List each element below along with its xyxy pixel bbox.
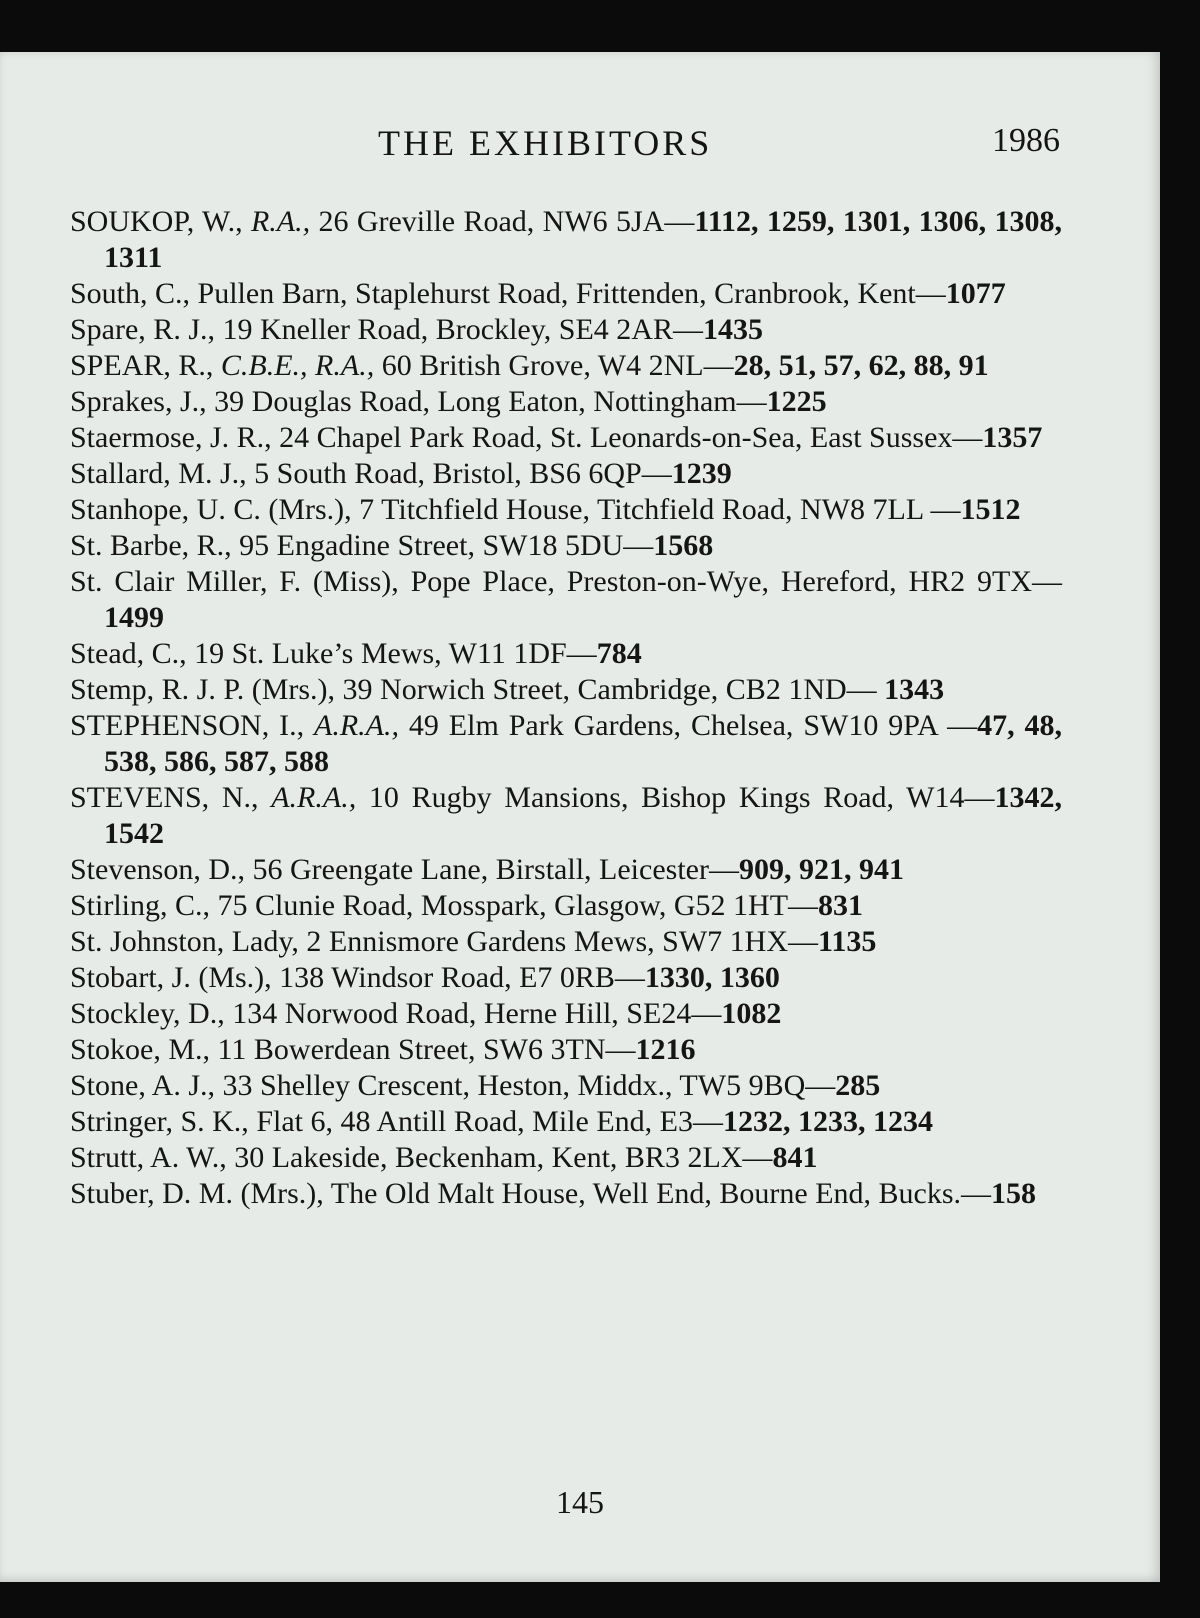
catalogue-numbers: 1499 bbox=[104, 601, 164, 634]
exhibitor-entry bbox=[70, 456, 1062, 492]
exhibitor-name: Stirling, C., bbox=[70, 889, 218, 922]
catalogue-numbers: 1225 bbox=[766, 385, 827, 418]
exhibitor-address: 10 Rugby Mansions, Bishop Kings Road, W14— bbox=[356, 781, 995, 814]
exhibitor-name: Stanhope, U. C. (Mrs.), bbox=[70, 493, 360, 526]
exhibitor-entry bbox=[70, 312, 1062, 348]
exhibitor-address: 49 Elm Park Gardens, Chelsea, SW10 9PA — bbox=[398, 709, 978, 742]
exhibitor-address: Pullen Barn, Staplehurst Road, Frittenden, Cranbrook, Kent— bbox=[197, 277, 946, 310]
exhibitor-address: 24 Chapel Park Road, St. Leonards-on-Sea, East Sussex— bbox=[279, 421, 983, 454]
exhibitor-entry bbox=[70, 636, 1062, 672]
exhibitor-entry bbox=[70, 924, 1062, 960]
exhibitor-address: 39 Douglas Road, Long Eaton, Nottingham— bbox=[214, 385, 767, 418]
exhibitor-entry bbox=[70, 672, 1062, 708]
catalogue-numbers: 831 bbox=[818, 889, 864, 922]
running-header bbox=[0, 122, 1160, 162]
exhibitor-address: 60 British Grove, W4 2NL— bbox=[374, 349, 734, 382]
exhibitor-address: 75 Clunie Road, Mosspark, Glasgow, G52 1HT— bbox=[217, 889, 819, 922]
exhibitor-name: Stockley, D., bbox=[70, 997, 233, 1030]
catalogue-numbers: 1082 bbox=[721, 997, 782, 1030]
exhibitor-name: Stead, C., bbox=[70, 637, 195, 670]
catalogue-numbers: 1112, 1259, 1301, 1306, 1308, 1311 bbox=[104, 205, 1062, 274]
exhibitor-address: 56 Greengate Lane, Birstall, Leicester— bbox=[252, 853, 739, 886]
exhibitor-address: The Old Malt House, Well End, Bourne End, Bucks.— bbox=[330, 1177, 992, 1210]
exhibitor-entry bbox=[70, 1104, 1062, 1140]
exhibitor-entry bbox=[70, 996, 1062, 1032]
exhibitor-address: 26 Greville Road, NW6 5JA— bbox=[310, 205, 695, 238]
catalogue-numbers: 1239 bbox=[671, 457, 732, 490]
exhibitor-name: Stone, A. J., bbox=[70, 1069, 223, 1102]
exhibitor-name: STEVENS, N., bbox=[70, 781, 272, 814]
exhibitor-entry bbox=[70, 780, 1062, 852]
exhibitor-name: Stringer, S. K., bbox=[70, 1105, 257, 1138]
page-title: THE EXHIBITORS bbox=[378, 123, 713, 163]
catalogue-numbers: 1435 bbox=[702, 313, 763, 346]
exhibitor-entry bbox=[70, 852, 1062, 888]
exhibitor-honours: C.B.E., R.A., bbox=[220, 349, 375, 382]
exhibitor-name: Stobart, J. (Ms.), bbox=[70, 961, 280, 994]
catalogue-numbers: 1342, 1542 bbox=[104, 781, 1062, 850]
catalogue-page bbox=[0, 52, 1160, 1582]
exhibitor-address: 19 St. Luke’s Mews, W11 1DF— bbox=[194, 637, 597, 670]
exhibitor-entry bbox=[70, 708, 1062, 780]
exhibitor-entry bbox=[70, 960, 1062, 996]
catalogue-numbers: 1135 bbox=[818, 925, 877, 958]
catalogue-numbers: 28, 51, 57, 62, 88, 91 bbox=[733, 349, 989, 382]
exhibitor-name: Stemp, R. J. P. (Mrs.), bbox=[70, 673, 343, 706]
exhibitor-address: 138 Windsor Road, E7 0RB— bbox=[279, 961, 645, 994]
exhibitor-address: 39 Norwich Street, Cambridge, CB2 1ND— bbox=[342, 673, 885, 706]
exhibitor-list bbox=[70, 204, 1062, 1212]
exhibitor-name: Stevenson, D., bbox=[70, 853, 253, 886]
exhibitor-address: 2 Ennismore Gardens Mews, SW7 1HX— bbox=[306, 925, 819, 958]
exhibitor-entry bbox=[70, 1068, 1062, 1104]
exhibitor-entry bbox=[70, 492, 1062, 528]
exhibitor-address: 11 Bowerdean Street, SW6 3TN— bbox=[217, 1033, 636, 1066]
exhibitor-name: Sprakes, J., bbox=[70, 385, 215, 418]
exhibitor-name: Staermose, J. R., bbox=[70, 421, 280, 454]
catalogue-numbers: 1568 bbox=[653, 529, 714, 562]
exhibitor-address: 30 Lakeside, Beckenham, Kent, BR3 2LX— bbox=[234, 1141, 773, 1174]
exhibitor-address: 5 South Road, Bristol, BS6 6QP— bbox=[254, 457, 672, 490]
exhibitor-address: 19 Kneller Road, Brockley, SE4 2AR— bbox=[222, 313, 703, 346]
exhibitor-address: Flat 6, 48 Antill Road, Mile End, E3— bbox=[256, 1105, 723, 1138]
catalogue-numbers: 285 bbox=[835, 1069, 881, 1102]
exhibitor-entry bbox=[70, 888, 1062, 924]
exhibitor-name: Stallard, M. J., bbox=[70, 457, 255, 490]
catalogue-numbers: 1216 bbox=[635, 1033, 696, 1066]
page-number: 145 bbox=[556, 1484, 604, 1520]
exhibitor-entry bbox=[70, 348, 1062, 384]
exhibitor-name: Stuber, D. M. (Mrs.), bbox=[70, 1177, 331, 1210]
catalogue-numbers: 47, 48, 538, 586, 587, 588 bbox=[104, 709, 1062, 778]
exhibitor-name: St. Clair Miller, F. (Miss), bbox=[70, 565, 411, 598]
exhibitor-name: South, C., bbox=[70, 277, 198, 310]
catalogue-numbers: 909, 921, 941 bbox=[738, 853, 904, 886]
exhibitor-entry bbox=[70, 528, 1062, 564]
catalogue-numbers: 1512 bbox=[960, 493, 1021, 526]
exhibitor-address: 33 Shelley Crescent, Heston, Middx., TW5 9BQ— bbox=[222, 1069, 836, 1102]
catalogue-numbers: 1343 bbox=[884, 673, 945, 706]
exhibitor-name: SOUKOP, W., bbox=[70, 205, 251, 238]
exhibitor-name: STEPHENSON, I., bbox=[70, 709, 314, 742]
exhibitor-name: SPEAR, R., bbox=[70, 349, 221, 382]
year-label: 1986 bbox=[992, 122, 1060, 159]
catalogue-numbers: 841 bbox=[772, 1141, 818, 1174]
catalogue-numbers: 1357 bbox=[982, 421, 1043, 454]
exhibitor-entry bbox=[70, 1176, 1062, 1212]
exhibitor-name: Spare, R. J., bbox=[70, 313, 223, 346]
exhibitor-entry bbox=[70, 204, 1062, 276]
exhibitor-address: Pope Place, Preston-on-Wye, Hereford, HR2 9TX— bbox=[410, 565, 1062, 598]
catalogue-numbers: 784 bbox=[596, 637, 642, 670]
exhibitor-entry bbox=[70, 1032, 1062, 1068]
exhibitor-entry bbox=[70, 420, 1062, 456]
exhibitor-name: St. Johnston, Lady, bbox=[70, 925, 307, 958]
exhibitor-address: 134 Norwood Road, Herne Hill, SE24— bbox=[232, 997, 722, 1030]
catalogue-numbers: 1330, 1360 bbox=[644, 961, 780, 994]
exhibitor-honours: A.R.A., bbox=[314, 709, 399, 742]
exhibitor-honours: A.R.A., bbox=[271, 781, 357, 814]
catalogue-numbers: 1077 bbox=[945, 277, 1006, 310]
exhibitor-name: Strutt, A. W., bbox=[70, 1141, 235, 1174]
catalogue-numbers: 1232, 1233, 1234 bbox=[722, 1105, 933, 1138]
exhibitor-name: St. Barbe, R., bbox=[70, 529, 240, 562]
exhibitor-entry bbox=[70, 384, 1062, 420]
exhibitor-entry bbox=[70, 276, 1062, 312]
exhibitor-entry bbox=[70, 1140, 1062, 1176]
exhibitor-entry bbox=[70, 564, 1062, 636]
exhibitor-name: Stokoe, M., bbox=[70, 1033, 218, 1066]
exhibitor-address: 7 Titchfield House, Titchfield Road, NW8 7LL — bbox=[359, 493, 961, 526]
exhibitor-address: 95 Engadine Street, SW18 5DU— bbox=[239, 529, 654, 562]
exhibitor-honours: R.A., bbox=[250, 205, 311, 238]
catalogue-numbers: 158 bbox=[991, 1177, 1037, 1210]
